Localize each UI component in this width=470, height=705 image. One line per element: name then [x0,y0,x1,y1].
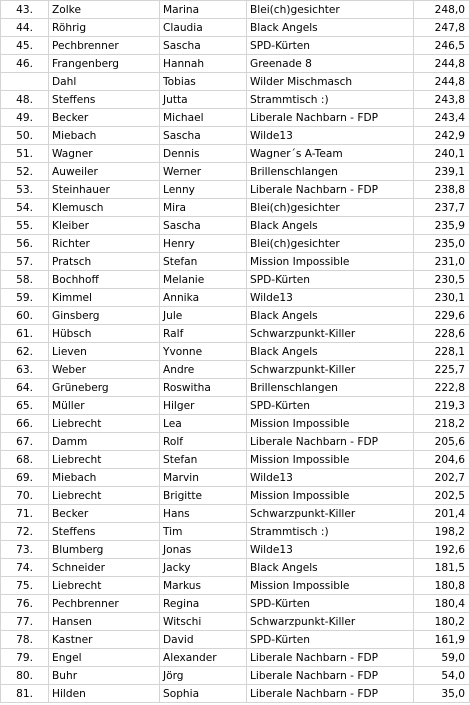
score-cell: 35,0 [414,685,470,703]
first-name-cell: Jule [160,307,247,325]
rank-cell: 65. [1,397,49,415]
rank-cell: 46. [1,55,49,73]
table-row [1,415,470,433]
first-name-cell: Dennis [160,145,247,163]
first-name-cell: Michael [160,109,247,127]
team-cell: Black Angels [247,559,414,577]
first-name-cell: Hilger [160,397,247,415]
team-cell: Schwarzpunkt-Killer [247,361,414,379]
table-row [1,235,470,253]
rank-cell: 74. [1,559,49,577]
rank-cell: 66. [1,415,49,433]
last-name-cell: Liebrecht [49,451,160,469]
table-row [1,631,470,649]
rank-cell: 69. [1,469,49,487]
first-name-cell: Marvin [160,469,247,487]
first-name-cell: Jörg [160,667,247,685]
first-name-cell: Jonas [160,541,247,559]
team-cell: Mission Impossible [247,415,414,433]
last-name-cell: Müller [49,397,160,415]
rank-cell: 68. [1,451,49,469]
rank-cell: 48. [1,91,49,109]
score-cell: 205,6 [414,433,470,451]
ranking-rows [1,1,470,703]
first-name-cell: Lenny [160,181,247,199]
score-cell: 202,7 [414,469,470,487]
last-name-cell: Hübsch [49,325,160,343]
score-cell: 59,0 [414,649,470,667]
score-cell: 248,0 [414,1,470,19]
team-cell: Mission Impossible [247,487,414,505]
table-row [1,37,470,55]
rank-cell: 57. [1,253,49,271]
score-cell: 204,6 [414,451,470,469]
table-row [1,523,470,541]
team-cell: Schwarzpunkt-Killer [247,613,414,631]
team-cell: Liberale Nachbarn - FDP [247,181,414,199]
table-row [1,91,470,109]
rank-cell: 54. [1,199,49,217]
first-name-cell: Regina [160,595,247,613]
first-name-cell: Hans [160,505,247,523]
score-cell: 180,8 [414,577,470,595]
last-name-cell: Engel [49,649,160,667]
table-row [1,451,470,469]
score-cell: 230,5 [414,271,470,289]
last-name-cell: Dahl [49,73,160,91]
first-name-cell: Werner [160,163,247,181]
score-cell: 231,0 [414,253,470,271]
team-cell: Liberale Nachbarn - FDP [247,649,414,667]
team-cell: Greenade 8 [247,55,414,73]
score-cell: 240,1 [414,145,470,163]
rank-cell: 63. [1,361,49,379]
team-cell: Wilder Mischmasch [247,73,414,91]
table-row [1,199,470,217]
first-name-cell: Lea [160,415,247,433]
table-row [1,1,470,19]
table-row [1,163,470,181]
last-name-cell: Steffens [49,523,160,541]
last-name-cell: Pratsch [49,253,160,271]
team-cell: Liberale Nachbarn - FDP [247,109,414,127]
table-row [1,649,470,667]
first-name-cell: Alexander [160,649,247,667]
first-name-cell: Mira [160,199,247,217]
rank-cell: 45. [1,37,49,55]
team-cell: Black Angels [247,343,414,361]
table-row [1,145,470,163]
score-cell: 202,5 [414,487,470,505]
first-name-cell: Roswitha [160,379,247,397]
score-cell: 180,2 [414,613,470,631]
table-row [1,253,470,271]
rank-cell: 60. [1,307,49,325]
last-name-cell: Liebrecht [49,487,160,505]
team-cell: Strammtisch :) [247,91,414,109]
first-name-cell: Claudia [160,19,247,37]
last-name-cell: Zolke [49,1,160,19]
team-cell: Schwarzpunkt-Killer [247,505,414,523]
score-cell: 243,8 [414,91,470,109]
first-name-cell: Andre [160,361,247,379]
first-name-cell: Marina [160,1,247,19]
table-row [1,577,470,595]
first-name-cell: Witschi [160,613,247,631]
rank-cell: 70. [1,487,49,505]
score-cell: 229,6 [414,307,470,325]
table-row [1,469,470,487]
team-cell: Black Angels [247,217,414,235]
table-row [1,307,470,325]
last-name-cell: Steinhauer [49,181,160,199]
last-name-cell: Hilden [49,685,160,703]
table-row [1,343,470,361]
rank-cell: 58. [1,271,49,289]
first-name-cell: Jacky [160,559,247,577]
rank-cell: 76. [1,595,49,613]
last-name-cell: Hansen [49,613,160,631]
last-name-cell: Grüneberg [49,379,160,397]
table-row [1,487,470,505]
score-cell: 235,9 [414,217,470,235]
last-name-cell: Buhr [49,667,160,685]
team-cell: Brillenschlangen [247,379,414,397]
score-cell: 54,0 [414,667,470,685]
rank-cell: 50. [1,127,49,145]
first-name-cell: Sophia [160,685,247,703]
table-row [1,55,470,73]
score-cell: 198,2 [414,523,470,541]
score-cell: 219,3 [414,397,470,415]
score-cell: 237,7 [414,199,470,217]
last-name-cell: Miebach [49,469,160,487]
team-cell: Wilde13 [247,127,414,145]
team-cell: Brillenschlangen [247,163,414,181]
score-cell: 243,4 [414,109,470,127]
last-name-cell: Ginsberg [49,307,160,325]
first-name-cell: Stefan [160,451,247,469]
last-name-cell: Steffens [49,91,160,109]
first-name-cell: Sascha [160,217,247,235]
last-name-cell: Becker [49,505,160,523]
team-cell: Mission Impossible [247,253,414,271]
rank-cell [1,73,49,91]
table-row [1,541,470,559]
table-row [1,433,470,451]
first-name-cell: Sascha [160,127,247,145]
team-cell: Strammtisch :) [247,523,414,541]
rank-cell: 78. [1,631,49,649]
rank-cell: 80. [1,667,49,685]
last-name-cell: Kleiber [49,217,160,235]
rank-cell: 59. [1,289,49,307]
first-name-cell: Rolf [160,433,247,451]
rank-cell: 49. [1,109,49,127]
first-name-cell: Annika [160,289,247,307]
table-row [1,361,470,379]
last-name-cell: Kastner [49,631,160,649]
score-cell: 239,1 [414,163,470,181]
team-cell: Blei(ch)gesichter [247,199,414,217]
rank-cell: 52. [1,163,49,181]
rank-cell: 75. [1,577,49,595]
table-row [1,685,470,703]
rank-cell: 67. [1,433,49,451]
table-row [1,73,470,91]
last-name-cell: Richter [49,235,160,253]
table-row [1,289,470,307]
score-cell: 244,8 [414,55,470,73]
rank-cell: 55. [1,217,49,235]
first-name-cell: Ralf [160,325,247,343]
first-name-cell: Yvonne [160,343,247,361]
score-cell: 201,4 [414,505,470,523]
rank-cell: 81. [1,685,49,703]
team-cell: SPD-Kürten [247,631,414,649]
first-name-cell: Hannah [160,55,247,73]
score-cell: 238,8 [414,181,470,199]
score-cell: 242,9 [414,127,470,145]
team-cell: Schwarzpunkt-Killer [247,325,414,343]
team-cell: Blei(ch)gesichter [247,235,414,253]
rank-cell: 62. [1,343,49,361]
first-name-cell: Brigitte [160,487,247,505]
team-cell: Wilde13 [247,469,414,487]
table-row [1,325,470,343]
team-cell: Black Angels [247,307,414,325]
last-name-cell: Blumberg [49,541,160,559]
last-name-cell: Röhrig [49,19,160,37]
rank-cell: 77. [1,613,49,631]
last-name-cell: Klemusch [49,199,160,217]
rank-cell: 73. [1,541,49,559]
last-name-cell: Becker [49,109,160,127]
last-name-cell: Wagner [49,145,160,163]
team-cell: Mission Impossible [247,451,414,469]
team-cell: Liberale Nachbarn - FDP [247,685,414,703]
table-row [1,217,470,235]
score-cell: 222,8 [414,379,470,397]
score-cell: 180,4 [414,595,470,613]
first-name-cell: Sascha [160,37,247,55]
team-cell: Liberale Nachbarn - FDP [247,433,414,451]
team-cell: Wilde13 [247,541,414,559]
table-row [1,613,470,631]
score-cell: 230,1 [414,289,470,307]
last-name-cell: Damm [49,433,160,451]
first-name-cell: Henry [160,235,247,253]
first-name-cell: Jutta [160,91,247,109]
last-name-cell: Kimmel [49,289,160,307]
table-row [1,127,470,145]
rank-cell: 71. [1,505,49,523]
table-row [1,379,470,397]
team-cell: Liberale Nachbarn - FDP [247,667,414,685]
first-name-cell: Markus [160,577,247,595]
score-cell: 247,8 [414,19,470,37]
last-name-cell: Bochhoff [49,271,160,289]
rank-cell: 79. [1,649,49,667]
team-cell: Blei(ch)gesichter [247,1,414,19]
table-row [1,271,470,289]
rank-cell: 51. [1,145,49,163]
score-cell: 246,5 [414,37,470,55]
last-name-cell: Pechbrenner [49,37,160,55]
table-row [1,397,470,415]
first-name-cell: Stefan [160,253,247,271]
first-name-cell: Tim [160,523,247,541]
team-cell: SPD-Kürten [247,37,414,55]
score-cell: 192,6 [414,541,470,559]
rank-cell: 43. [1,1,49,19]
team-cell: Wagner´s A-Team [247,145,414,163]
team-cell: Wilde13 [247,289,414,307]
table-row [1,109,470,127]
table-row [1,181,470,199]
rank-cell: 64. [1,379,49,397]
score-cell: 161,9 [414,631,470,649]
score-cell: 235,0 [414,235,470,253]
team-cell: Mission Impossible [247,577,414,595]
score-cell: 225,7 [414,361,470,379]
team-cell: Black Angels [247,19,414,37]
first-name-cell: Tobias [160,73,247,91]
team-cell: SPD-Kürten [247,595,414,613]
last-name-cell: Pechbrenner [49,595,160,613]
last-name-cell: Lieven [49,343,160,361]
last-name-cell: Liebrecht [49,577,160,595]
score-cell: 228,6 [414,325,470,343]
last-name-cell: Liebrecht [49,415,160,433]
table-row [1,559,470,577]
score-cell: 218,2 [414,415,470,433]
table-row [1,595,470,613]
last-name-cell: Auweiler [49,163,160,181]
rank-cell: 61. [1,325,49,343]
last-name-cell: Weber [49,361,160,379]
first-name-cell: David [160,631,247,649]
score-cell: 244,8 [414,73,470,91]
first-name-cell: Melanie [160,271,247,289]
score-cell: 181,5 [414,559,470,577]
table-row [1,19,470,37]
rank-cell: 53. [1,181,49,199]
last-name-cell: Miebach [49,127,160,145]
rank-cell: 44. [1,19,49,37]
team-cell: SPD-Kürten [247,397,414,415]
table-row [1,505,470,523]
rank-cell: 72. [1,523,49,541]
last-name-cell: Frangenberg [49,55,160,73]
last-name-cell: Schneider [49,559,160,577]
score-cell: 228,1 [414,343,470,361]
table-row [1,667,470,685]
team-cell: SPD-Kürten [247,271,414,289]
rank-cell: 56. [1,235,49,253]
